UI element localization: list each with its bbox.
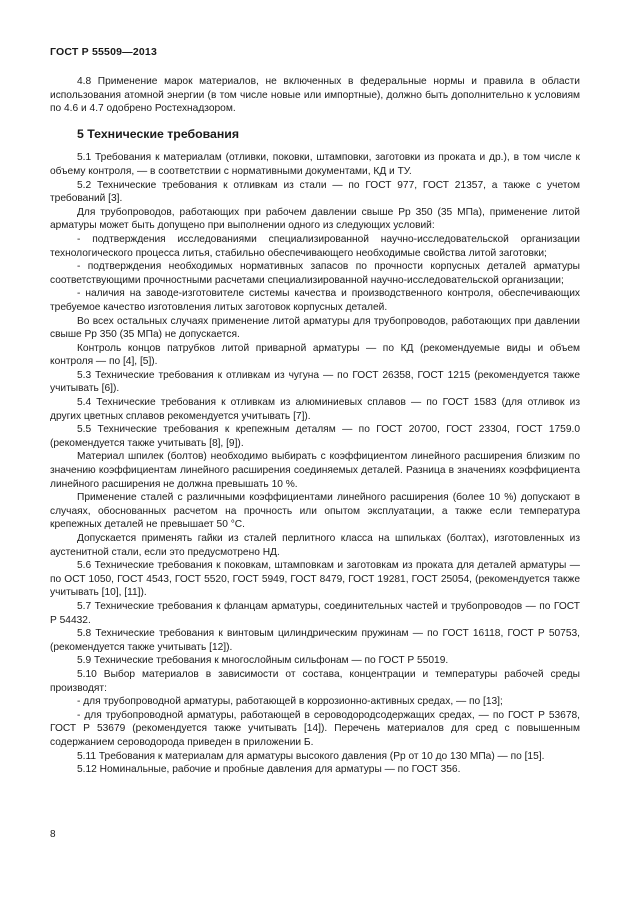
paragraph: Для трубопроводов, работающих при рабочем давлении свыше Pp 350 (35 МПа), применение литой арматуры может быть допущено при выполнении одного из следующих условий:	[50, 206, 580, 232]
paragraph: 5.7 Технические требования к фланцам арматуры, соединительных частей и трубопроводов — по ГОСТ Р 54432.	[50, 600, 580, 626]
list-item: - для трубопроводной арматуры, работающей в коррозионно-активных средах, — по [13];	[77, 696, 503, 708]
document-code-header: ГОСТ Р 55509—2013	[50, 46, 158, 58]
paragraph: 5.10 Выбор материалов в зависимости от состава, концентрации и температуры рабочей среды производят:	[50, 668, 580, 694]
paragraph: Во всех остальных случаях применение литой арматуры для трубопроводов, работающих при давлении свыше Pp 350 (35 МПа) не допускается.	[50, 315, 580, 341]
paragraph: 5.8 Технические требования к винтовым цилиндрическим пружинам — по ГОСТ 16118, ГОСТ Р 50753, (рекомендуется также учитывать [12]).	[50, 628, 580, 653]
paragraph: 5.5 Технические требования к крепежным деталям — по ГОСТ 20700, ГОСТ 23304, ГОСТ 1759.0 (рекомендуется также учитывать [8], [9]).	[50, 424, 580, 449]
paragraph: 5.6 Технические требования к поковкам, штамповкам и заготовкам из проката для деталей арматуры — по ОСТ 1050, ГОСТ 4543, ГОСТ 5520, ГОСТ 5949, ГОСТ 8479, ГОСТ 19281, ГОСТ 25054, (рекомендуется также учитывать [10], [11]).	[50, 560, 580, 599]
paragraph: 5.11 Требования к материалам для арматуры высокого давления (Pp от 10 до 130 МПа) — по [15].	[77, 750, 545, 762]
paragraph-4-8: 4.8 Применение марок материалов, не включенных в федеральные нормы и правила в области использования атомной энергии (в том числе новые или импортные), должно быть дополнительно к условиям по 4.6 и 4.7 одобрено Ростехнадзором.	[50, 76, 580, 115]
document-body	[50, 75, 580, 777]
page-number: 8	[50, 829, 56, 840]
section-title: 5 Технические требования	[77, 126, 239, 141]
list-item: - для трубопроводной арматуры, работающей в сероводородсодержащих средах, — по ГОСТ Р 53678, ГОСТ Р 53679 (рекомендуется также учитывать [14]). Перечень материалов для сред с повышенным содержанием сероводорода приведен в приложении Б.	[50, 709, 580, 748]
list-item: - подтверждения исследованиями специализированной научно-исследовательской организации технологического процесса литья, стабильно обеспечивающего необходимые свойства литой заготовки;	[50, 233, 580, 259]
paragraph: 5.9 Технические требования к многослойным сильфонам — по ГОСТ Р 55019.	[77, 655, 449, 667]
paragraph: 5.1 Требования к материалам (отливки, поковки, штамповки, заготовки из проката и др.), в том числе к объему контроля, — в соответствии с нормативными документами, КД и ТУ.	[50, 152, 580, 177]
paragraph: Контроль концов патрубков литой приварной арматуры — по КД (рекомендуемые виды и объем контроля — по [4], [5]).	[50, 342, 580, 368]
paragraph: Материал шпилек (болтов) необходимо выбирать с коэффициентом линейного расширения близким по значению коэффициентам линейного расширения соединяемых деталей. Разница в значениях коэффициента линейного расширения не должна превышать 10 %.	[50, 451, 580, 490]
paragraph: 5.12 Номинальные, рабочие и пробные давления для арматуры — по ГОСТ 356.	[77, 764, 461, 776]
paragraph: 5.4 Технические требования к отливкам из алюминиевых сплавов — по ГОСТ 1583 (для отливок из других цветных сплавов рекомендуется учитывать [7]).	[50, 397, 580, 422]
paragraph: Применение сталей с различными коэффициентами линейного расширения (более 10 %) допускают в случаях, обоснованных расчетом на прочность или опытом эксплуатации, а также если температура крепежных деталей не превышает 50 °С.	[50, 492, 580, 531]
paragraph: 5.3 Технические требования к отливкам из чугуна — по ГОСТ 26358, ГОСТ 1215 (рекомендуется также учитывать [6]).	[50, 369, 580, 395]
list-item: - подтверждения необходимых нормативных запасов по прочности корпусных деталей арматуры соответствующими прочностными расчетами специализированной научно-исследовательской организации;	[50, 261, 580, 286]
paragraph: 5.2 Технические требования к отливкам из стали — по ГОСТ 977, ГОСТ 21357, а также с учетом требований [3].	[50, 179, 580, 205]
list-item: - наличия на заводе-изготовителе системы качества и производственного контроля, обеспечивающих требуемое качество изготовления литых заготовок корпусных деталей.	[50, 288, 580, 313]
paragraph: Допускается применять гайки из сталей перлитного класса на шпильках (болтах), изготовленных из аустенитной стали, если это предусмотрено НД.	[50, 533, 580, 558]
